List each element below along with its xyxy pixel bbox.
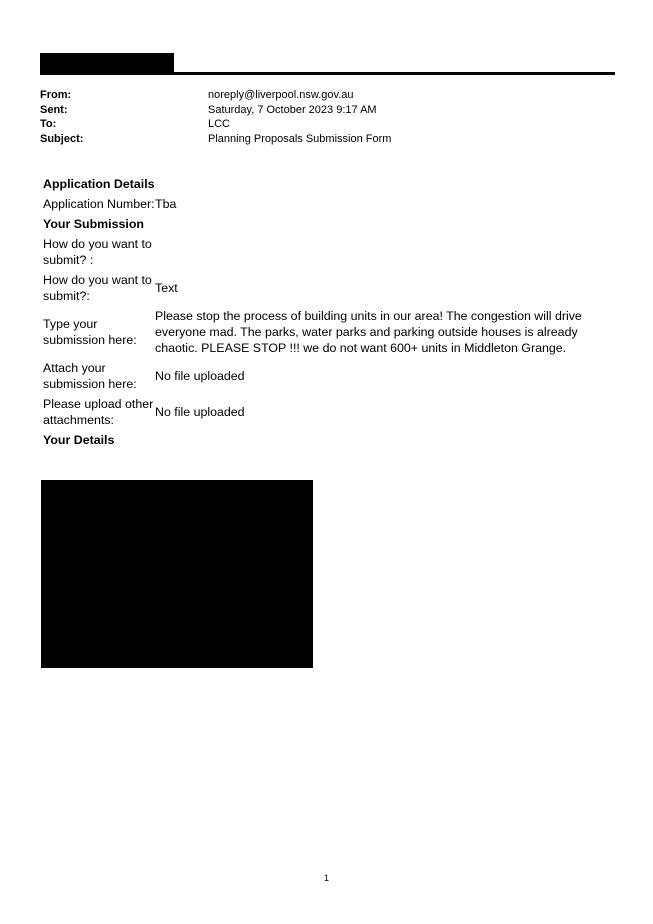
- type-submission-row: [43, 308, 613, 356]
- how-submit-label-2: How do you want to submit?:: [43, 273, 152, 303]
- application-number-value: Tba: [155, 197, 177, 211]
- sent-value: Saturday, 7 October 2023 9:17 AM: [208, 103, 377, 116]
- other-attachments-value: No file uploaded: [155, 405, 245, 419]
- attach-submission-row: [43, 360, 613, 392]
- application-number-row: [43, 196, 613, 212]
- subject-value: Planning Proposals Submission Form: [208, 132, 392, 145]
- attach-submission-label: Attach your submission here:: [43, 361, 137, 391]
- email-headers: [40, 88, 391, 146]
- application-number-label: Application Number:: [43, 197, 155, 211]
- to-value: LCC: [208, 118, 231, 131]
- how-submit-label-1: How do you want to submit? :: [43, 237, 152, 267]
- header-row-sent: [40, 103, 391, 118]
- sent-label: Sent:: [40, 103, 68, 116]
- type-submission-value: Please stop the process of building units in our area! The congestion will drive everyone mad. The parks, water parks and parking outside houses is already chaotic. PLEASE STOP !!! we do not want 600+ units in Middleton Grange.: [155, 309, 582, 355]
- your-details-title: Your Details: [43, 433, 115, 447]
- subject-label: Subject:: [40, 132, 84, 145]
- header-row-from: [40, 88, 391, 103]
- from-label: From:: [40, 89, 72, 101]
- how-submit-row-1: [43, 236, 613, 268]
- your-submission-title: Your Submission: [43, 217, 144, 231]
- redacted-details-block: [41, 480, 313, 668]
- application-details-title: Application Details: [43, 177, 155, 191]
- header-divider: [40, 72, 615, 75]
- redacted-sender-block: [40, 53, 174, 74]
- from-value: noreply@liverpool.nsw.gov.au: [208, 89, 354, 101]
- type-submission-label: Type your submission here:: [43, 317, 137, 347]
- header-row-to: [40, 117, 391, 132]
- page-number: 1: [323, 873, 329, 883]
- other-attachments-label: Please upload other attachments:: [43, 397, 154, 427]
- attach-submission-value: No file uploaded: [155, 369, 245, 383]
- other-attachments-row: [43, 396, 613, 428]
- to-label: To:: [40, 118, 57, 131]
- how-submit-value-2: Text: [155, 281, 178, 295]
- header-row-subject: [40, 132, 391, 147]
- submission-form: [43, 176, 613, 452]
- how-submit-row-2: [43, 272, 613, 304]
